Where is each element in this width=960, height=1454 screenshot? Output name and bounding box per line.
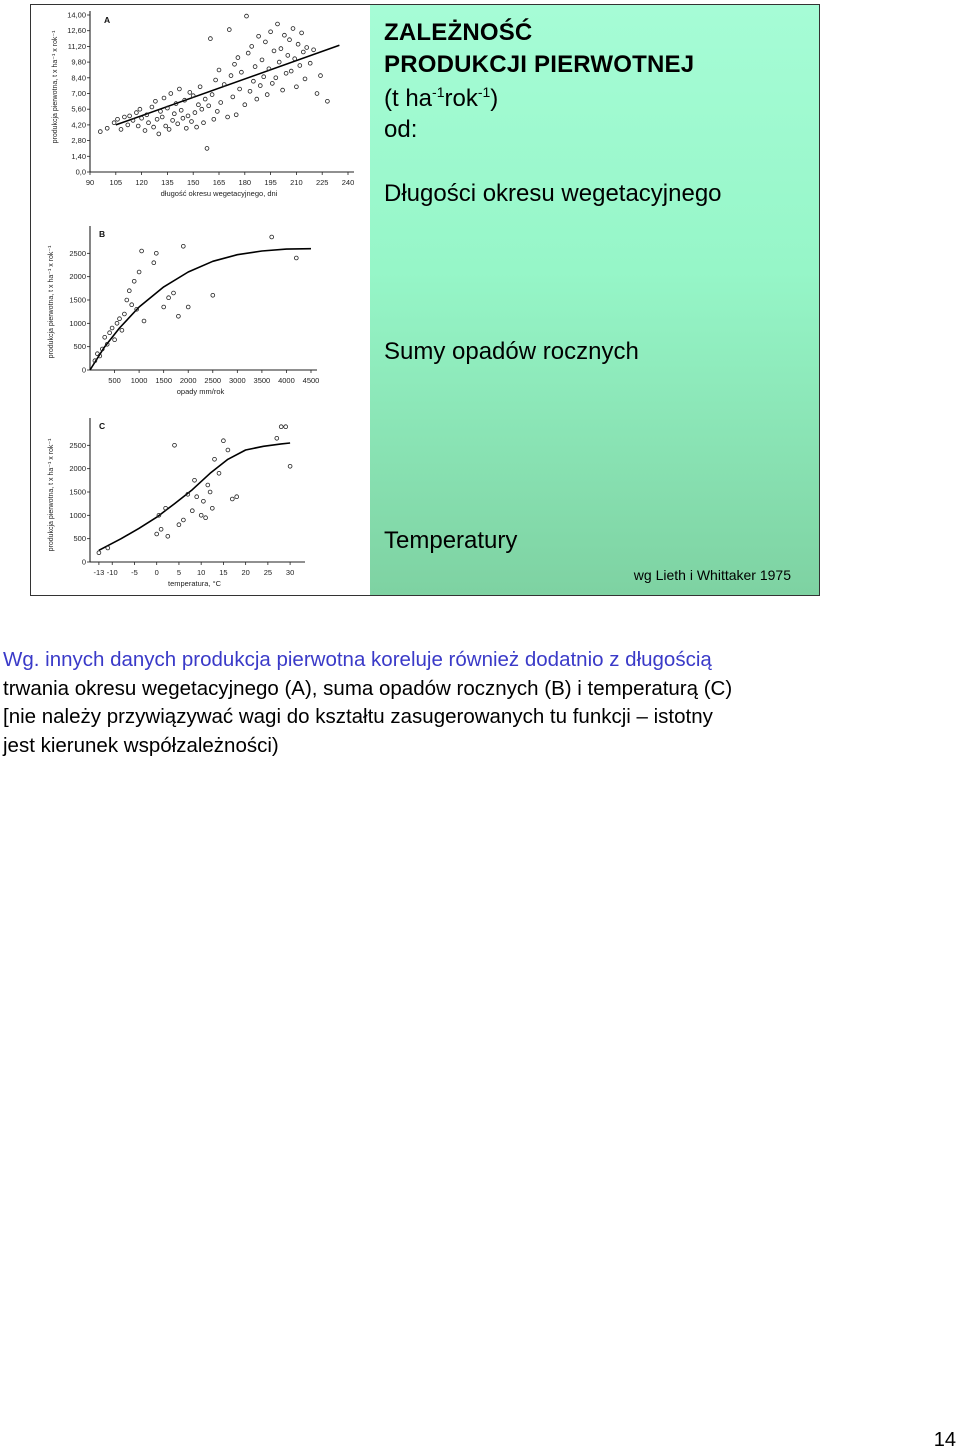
y-axis-label: produkcja pierwotna, t x ha⁻¹ x rok⁻¹ bbox=[48, 245, 55, 359]
y-tick-label: 2500 bbox=[69, 248, 86, 258]
y-axis-label: produkcja pierwotna, t x ha⁻¹ x rok⁻¹ bbox=[48, 438, 55, 552]
data-point bbox=[154, 99, 158, 103]
data-point bbox=[245, 14, 249, 18]
data-point bbox=[250, 45, 254, 49]
data-point bbox=[140, 116, 144, 120]
data-point bbox=[126, 123, 130, 127]
data-point bbox=[315, 92, 319, 96]
x-tick-label: 90 bbox=[85, 178, 95, 187]
data-point bbox=[289, 69, 293, 73]
data-point bbox=[248, 89, 252, 93]
data-point bbox=[234, 113, 238, 117]
data-point bbox=[190, 120, 194, 124]
x-tick-label: 2000 bbox=[179, 376, 197, 385]
y-tick-label: 0 bbox=[81, 557, 86, 567]
data-point bbox=[125, 298, 129, 302]
data-point bbox=[172, 112, 176, 116]
x-tick-label: 240 bbox=[341, 178, 355, 187]
data-point bbox=[203, 97, 207, 101]
data-point bbox=[301, 50, 305, 54]
data-point bbox=[235, 495, 239, 499]
data-point bbox=[193, 111, 197, 115]
x-axis-label: temperatura, °C bbox=[167, 579, 222, 588]
x-tick-label: 500 bbox=[108, 376, 121, 385]
data-point bbox=[110, 326, 114, 330]
data-point bbox=[209, 37, 213, 41]
data-point bbox=[155, 532, 159, 536]
data-point bbox=[286, 54, 290, 58]
data-point bbox=[210, 93, 214, 97]
data-point bbox=[113, 338, 117, 342]
data-point bbox=[142, 319, 146, 323]
trend-line bbox=[116, 45, 340, 125]
data-point bbox=[123, 115, 127, 119]
data-point bbox=[246, 51, 250, 55]
data-point bbox=[303, 77, 307, 81]
data-point bbox=[177, 523, 181, 527]
x-tick-label: -10 bbox=[106, 568, 118, 577]
data-point bbox=[188, 91, 192, 95]
data-point bbox=[143, 129, 147, 133]
x-tick-label: 25 bbox=[263, 568, 273, 577]
data-point bbox=[123, 312, 127, 316]
x-tick-label: 5 bbox=[176, 568, 182, 577]
data-point bbox=[288, 464, 292, 468]
data-point bbox=[159, 110, 163, 114]
text-panel bbox=[370, 5, 819, 595]
data-point bbox=[217, 68, 221, 72]
x-tick-label: 225 bbox=[315, 178, 329, 187]
y-tick-label: 500 bbox=[73, 534, 86, 544]
data-point bbox=[204, 516, 208, 520]
y-tick-label: 1000 bbox=[69, 318, 86, 328]
data-point bbox=[137, 270, 141, 274]
y-tick-label: 4,20 bbox=[71, 120, 86, 130]
data-point bbox=[257, 34, 261, 38]
x-tick-label: 4000 bbox=[278, 376, 295, 385]
data-point bbox=[118, 317, 122, 321]
x-axis-label: opady mm/rok bbox=[176, 387, 225, 396]
unit-line: (t $ha^{-1}rok^{-1}$) bbox=[384, 84, 499, 112]
x-tick-label: 4500 bbox=[302, 376, 320, 385]
data-point bbox=[240, 70, 244, 74]
chart-C bbox=[48, 418, 305, 588]
data-point bbox=[177, 314, 181, 318]
data-point bbox=[264, 40, 268, 44]
x-tick-label: 195 bbox=[264, 178, 277, 187]
data-point bbox=[226, 448, 230, 452]
page-number: 14 bbox=[933, 1429, 956, 1451]
data-point bbox=[319, 74, 323, 78]
data-point bbox=[162, 96, 166, 100]
data-point bbox=[97, 551, 101, 555]
data-point bbox=[155, 117, 159, 121]
y-tick-label: 12,60 bbox=[67, 26, 86, 36]
data-point bbox=[276, 22, 280, 26]
data-point bbox=[132, 279, 136, 283]
data-point bbox=[112, 121, 116, 125]
data-point bbox=[283, 33, 287, 37]
y-tick-label: 1500 bbox=[69, 295, 86, 305]
data-point bbox=[195, 495, 199, 499]
data-point bbox=[210, 506, 214, 510]
data-point bbox=[227, 28, 231, 32]
factor-precipitation: Sumy opadów rocznych bbox=[384, 338, 639, 365]
panel-label: A bbox=[104, 15, 111, 25]
data-point bbox=[213, 457, 217, 461]
slide-title-line-1: ZALEŻNOŚĆ bbox=[384, 19, 533, 46]
data-point bbox=[284, 425, 288, 429]
data-point bbox=[182, 518, 186, 522]
data-point bbox=[157, 132, 161, 136]
data-point bbox=[215, 110, 219, 114]
data-point bbox=[295, 85, 299, 89]
data-point bbox=[207, 104, 211, 108]
data-point bbox=[226, 115, 230, 119]
data-point bbox=[147, 121, 151, 125]
data-point bbox=[202, 499, 206, 503]
data-point bbox=[127, 289, 131, 293]
data-point bbox=[238, 87, 242, 91]
data-point bbox=[184, 126, 188, 130]
data-point bbox=[265, 93, 269, 97]
y-tick-label: 7,00 bbox=[71, 89, 86, 98]
data-point bbox=[128, 114, 132, 118]
data-point bbox=[298, 64, 302, 68]
data-point bbox=[258, 84, 262, 88]
data-point bbox=[294, 256, 298, 260]
data-point bbox=[260, 58, 264, 62]
data-point bbox=[275, 436, 279, 440]
data-point bbox=[136, 124, 140, 128]
data-point bbox=[195, 125, 199, 129]
data-point bbox=[186, 305, 190, 309]
data-point bbox=[103, 335, 107, 339]
slide-title-line-2: PRODUKCJI PIERWOTNEJ bbox=[384, 51, 695, 78]
data-point bbox=[198, 85, 202, 89]
fit-curve bbox=[90, 249, 311, 370]
data-point bbox=[272, 49, 276, 53]
y-tick-label: 500 bbox=[73, 342, 86, 352]
data-point bbox=[222, 439, 226, 443]
y-tick-label: 0,0 bbox=[75, 167, 86, 177]
data-point bbox=[115, 321, 119, 325]
data-point bbox=[219, 101, 223, 105]
panel-label: B bbox=[99, 229, 106, 239]
data-point bbox=[172, 291, 176, 295]
factor-growing-season: Długości okresu wegetacyjnego bbox=[384, 180, 722, 207]
chart-A bbox=[52, 11, 354, 199]
data-point bbox=[229, 74, 233, 78]
figure-panel bbox=[31, 5, 370, 595]
x-tick-label: 105 bbox=[109, 178, 123, 187]
data-point bbox=[291, 27, 295, 31]
data-point bbox=[164, 124, 168, 128]
data-point bbox=[200, 107, 204, 111]
data-point bbox=[105, 126, 109, 130]
data-point bbox=[190, 509, 194, 513]
x-tick-label: -13 bbox=[93, 568, 105, 577]
data-point bbox=[152, 261, 156, 265]
data-point bbox=[181, 244, 185, 248]
data-point bbox=[108, 331, 112, 335]
data-point bbox=[279, 47, 283, 51]
data-point bbox=[199, 513, 203, 517]
x-tick-label: 2500 bbox=[204, 376, 222, 385]
data-point bbox=[181, 116, 185, 120]
slide bbox=[30, 4, 820, 596]
y-tick-label: 0 bbox=[81, 365, 86, 375]
od-label: od: bbox=[384, 116, 418, 143]
data-point bbox=[255, 97, 259, 101]
data-point bbox=[293, 57, 297, 61]
data-point bbox=[230, 497, 234, 501]
data-point bbox=[116, 117, 120, 121]
y-tick-label: 2000 bbox=[69, 272, 86, 282]
data-point bbox=[176, 122, 180, 126]
caption-line-1: Wg. innych danych produkcja pierwotna koreluje również dodatnio z długością bbox=[3, 648, 712, 671]
data-point bbox=[197, 103, 201, 107]
y-tick-label: 2000 bbox=[69, 464, 86, 474]
x-tick-label: 120 bbox=[135, 178, 148, 187]
data-point bbox=[312, 48, 316, 52]
data-point bbox=[308, 61, 312, 65]
data-point bbox=[120, 328, 124, 332]
data-point bbox=[211, 293, 215, 297]
y-tick-label: 14,00 bbox=[67, 10, 86, 20]
panel-label: C bbox=[99, 421, 106, 431]
data-point bbox=[300, 31, 304, 35]
factor-temperature: Temperatury bbox=[384, 527, 518, 554]
data-point bbox=[130, 303, 134, 307]
data-point bbox=[162, 305, 166, 309]
data-point bbox=[202, 121, 206, 125]
data-point bbox=[277, 60, 281, 64]
data-point bbox=[106, 546, 110, 550]
x-tick-label: 150 bbox=[186, 178, 200, 187]
data-point bbox=[160, 115, 164, 119]
data-point bbox=[173, 443, 177, 447]
data-point bbox=[178, 87, 182, 91]
y-tick-label: 2,80 bbox=[71, 136, 86, 146]
data-point bbox=[186, 114, 190, 118]
data-point bbox=[236, 56, 240, 60]
y-tick-label: 9,80 bbox=[71, 57, 86, 67]
data-point bbox=[135, 111, 139, 115]
data-point bbox=[270, 82, 274, 86]
y-tick-label: 1000 bbox=[69, 510, 86, 520]
data-point bbox=[169, 92, 173, 96]
data-point bbox=[159, 527, 163, 531]
data-point bbox=[166, 534, 170, 538]
data-point bbox=[167, 128, 171, 132]
chart-B bbox=[48, 226, 319, 396]
source-credit: wg Lieth i Whittaker 1975 bbox=[633, 567, 791, 583]
y-axis-label: produkcja pierwotna, t x ha⁻¹ x rok⁻¹ bbox=[52, 30, 59, 144]
x-tick-label: 3500 bbox=[253, 376, 271, 385]
x-tick-label: 135 bbox=[161, 178, 174, 187]
data-point bbox=[212, 117, 216, 121]
y-tick-label: 1500 bbox=[69, 487, 86, 497]
x-tick-label: 10 bbox=[196, 568, 206, 577]
data-point bbox=[253, 65, 257, 69]
data-point bbox=[167, 296, 171, 300]
caption bbox=[3, 646, 953, 760]
x-tick-label: 180 bbox=[238, 178, 252, 187]
y-tick-label: 1,40 bbox=[71, 151, 86, 161]
data-point bbox=[138, 107, 142, 111]
data-point bbox=[150, 105, 154, 109]
data-point bbox=[281, 88, 285, 92]
data-point bbox=[217, 471, 221, 475]
caption-line-4: jest kierunek współzależności) bbox=[3, 733, 279, 757]
x-tick-label: 1500 bbox=[155, 376, 173, 385]
data-point bbox=[171, 119, 175, 123]
data-point bbox=[252, 79, 256, 83]
data-point bbox=[284, 71, 288, 75]
data-point bbox=[119, 128, 123, 132]
data-point bbox=[269, 30, 273, 34]
data-point bbox=[243, 103, 247, 107]
data-point bbox=[98, 130, 102, 134]
data-point bbox=[179, 108, 183, 112]
data-point bbox=[208, 490, 212, 494]
data-point bbox=[274, 76, 278, 80]
x-tick-label: -5 bbox=[131, 568, 138, 577]
x-axis-label: długość okresu wegetacyjnego, dni bbox=[160, 189, 278, 198]
data-point bbox=[206, 483, 210, 487]
data-point bbox=[262, 75, 266, 79]
y-tick-label: 8,40 bbox=[71, 73, 86, 83]
x-tick-label: 15 bbox=[219, 568, 228, 577]
x-tick-label: 20 bbox=[241, 568, 250, 577]
data-point bbox=[279, 425, 283, 429]
x-tick-label: 165 bbox=[212, 178, 226, 187]
data-point bbox=[270, 235, 274, 239]
x-tick-label: 210 bbox=[290, 178, 303, 187]
data-point bbox=[231, 95, 235, 99]
x-tick-label: 30 bbox=[285, 568, 295, 577]
data-point bbox=[326, 99, 330, 103]
data-point bbox=[154, 251, 158, 255]
data-point bbox=[140, 249, 144, 253]
data-point bbox=[205, 147, 209, 151]
data-point bbox=[152, 125, 156, 129]
y-tick-label: 2500 bbox=[69, 440, 86, 450]
data-point bbox=[233, 62, 237, 66]
caption-line-3: [nie należy przywiązywać wagi do kształtu zasugerowanych tu funkcji – istotny bbox=[3, 705, 713, 728]
x-tick-label: 1000 bbox=[130, 376, 148, 385]
data-point bbox=[288, 38, 292, 42]
y-tick-label: 11,20 bbox=[67, 41, 86, 51]
data-point bbox=[193, 478, 197, 482]
scatter-figures bbox=[31, 5, 370, 595]
data-point bbox=[214, 78, 218, 82]
caption-line-2: trwania okresu wegetacyjnego (A), suma opadów rocznych (B) i temperaturą (C) bbox=[3, 676, 733, 700]
x-tick-label: 3000 bbox=[228, 376, 246, 385]
data-point bbox=[305, 46, 309, 50]
data-point bbox=[296, 42, 300, 46]
y-tick-label: 5,60 bbox=[71, 104, 86, 114]
x-tick-label: 0 bbox=[154, 568, 159, 577]
data-point bbox=[96, 352, 100, 356]
